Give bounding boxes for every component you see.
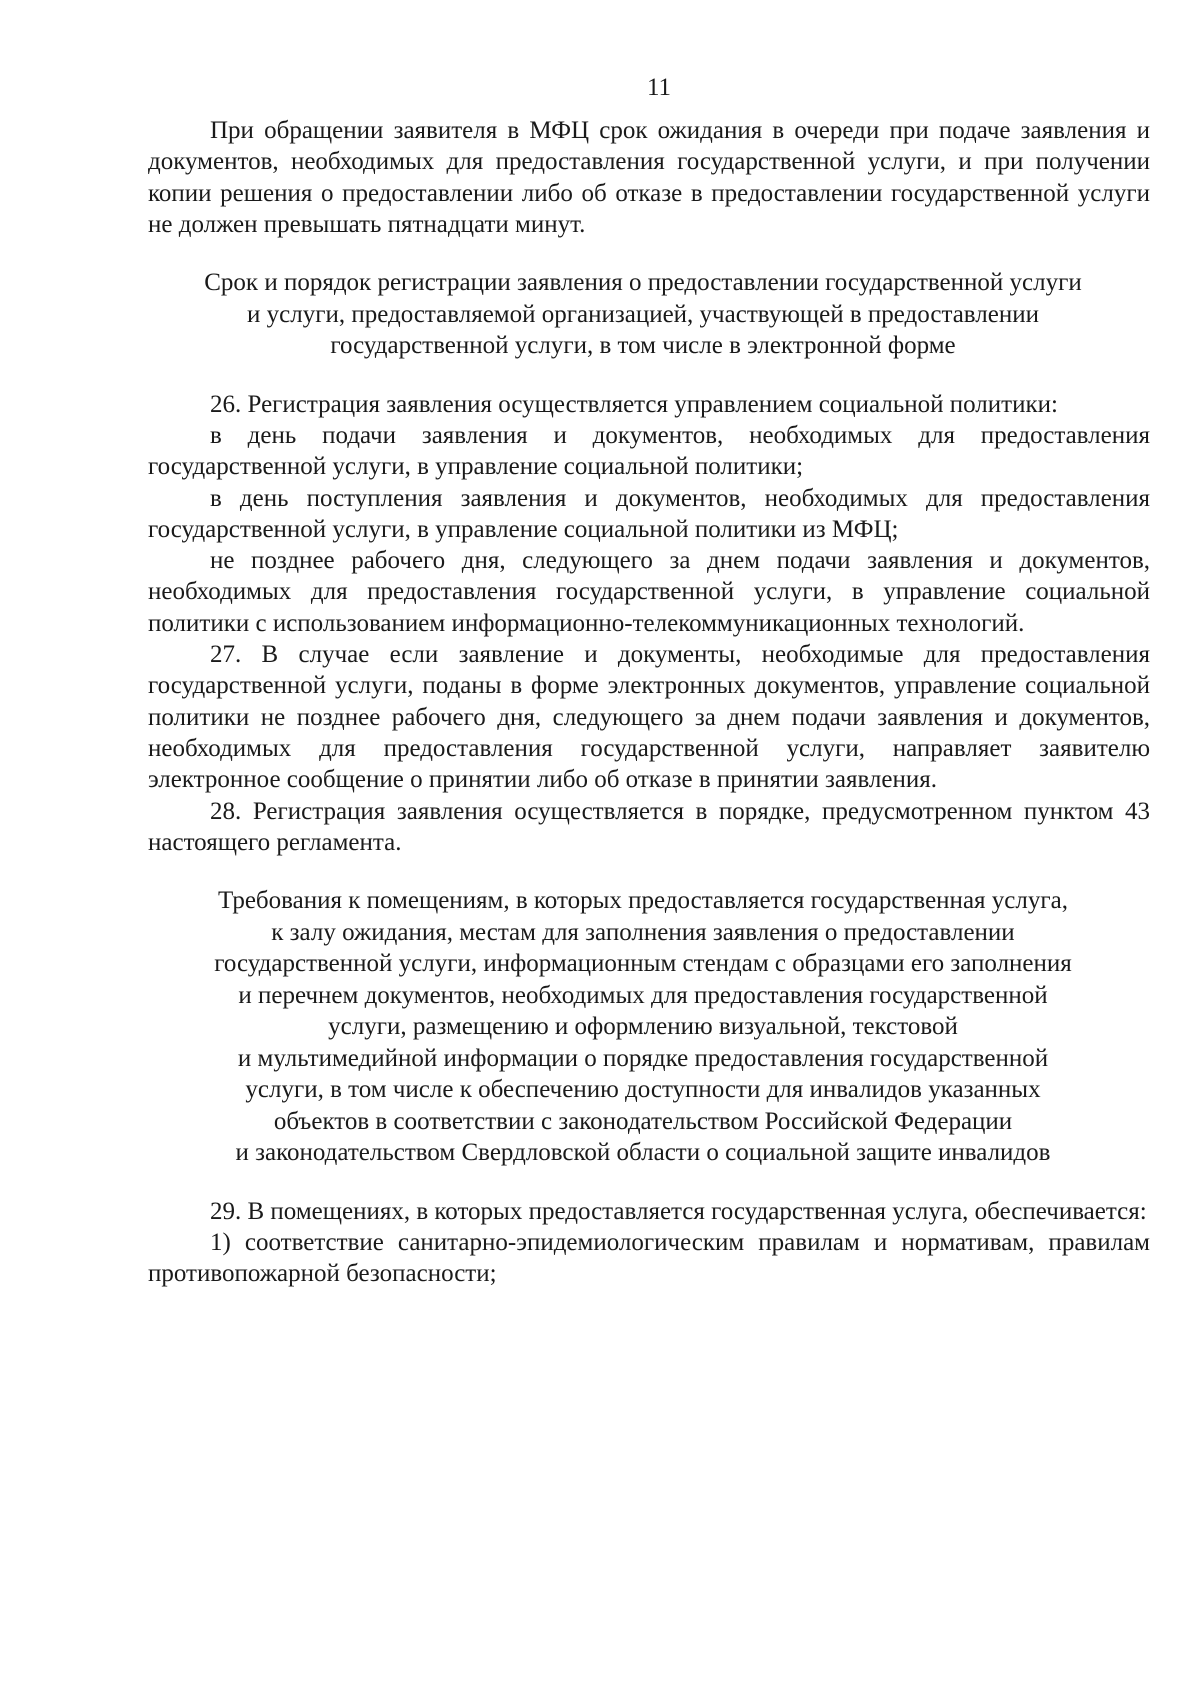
clause-29-lead: 29. В помещениях, в которых предоставляется государственная услуга, обеспечивается: [210,1197,1147,1225]
heading-line: и перечнем документов, необходимых для предоставления государственной [238,981,1048,1009]
clause-29-item: 1) соответствие санитарно-эпидемиологическим правилам и нормативам, правилам противопожарной безопасности; [148,1228,1150,1288]
heading-line: и мультимедийной информации о порядке предоставления государственной [237,1044,1049,1072]
section-heading-premises [148,885,1138,1169]
heading-line: государственной услуги, информационным стендам с образцами его заполнения [214,950,1072,978]
heading-line: государственной услуги, в том числе в электронной форме [330,332,956,360]
page-number: 11 [646,74,672,101]
heading-line: к залу ожидания, местам для заполнения заявления о предоставлении [271,918,1015,946]
heading-line: услуги, размещению и оформлению визуальной, текстовой [328,1013,958,1041]
heading-line: услуги, в том числе к обеспечению доступности для инвалидов указанных [245,1076,1041,1104]
heading-line: Срок и порядок регистрации заявления о предоставлении государственной услуги [204,269,1082,297]
clause-26-item: в день поступления заявления и документов, необходимых для предоставления государственной услуги, в управление социальной политики из МФЦ; [148,484,1150,543]
clause-26-lead: 26. Регистрация заявления осуществляется управлением социальной политики: [210,390,1058,418]
clause-27: 27. В случае если заявление и документы, необходимые для предоставления государственной услуги, поданы в форме электронных документов, управление социальной политики не позднее рабочего дня, следующего за днем подачи заявления и документов, необходимых для предоставления государственной услуги, направляет заявителю электронное сообщение о принятии либо об отказе в принятии заявления. [148,641,1150,794]
clause-26-item: не позднее рабочего дня, следующего за днем подачи заявления и документов, необходимых для предоставления государственной услуги, в управление социальной политики с использованием информационно-телекоммуникационных технологий. [148,547,1150,637]
heading-line: объектов в соответствии с законодательством Российской Федерации [273,1107,1013,1135]
heading-line: и услуги, предоставляемой организацией, участвующей в предоставлении [247,300,1039,328]
heading-line: и законодательством Свердловской области о социальной защите инвалидов [235,1139,1051,1167]
clause-28: 28. Регистрация заявления осуществляется в порядке, предусмотренном пунктом 43 настоящего регламента. [148,797,1150,856]
paragraph-queue-waiting: При обращении заявителя в МФЦ срок ожидания в очереди при подаче заявления и документов, необходимых для предоставления государственной услуги, и при получении копии решения о предоставлении либо об отказе в предоставлении государственной услуги не должен превышать пятнадцати минут. [148,117,1150,238]
clause-26-item: в день подачи заявления и документов, необходимых для предоставления государственной услуги, в управление социальной политики; [148,421,1150,481]
section-heading-registration [148,267,1138,362]
heading-line: Требования к помещениям, в которых предоставляется государственная услуга, [218,887,1068,915]
